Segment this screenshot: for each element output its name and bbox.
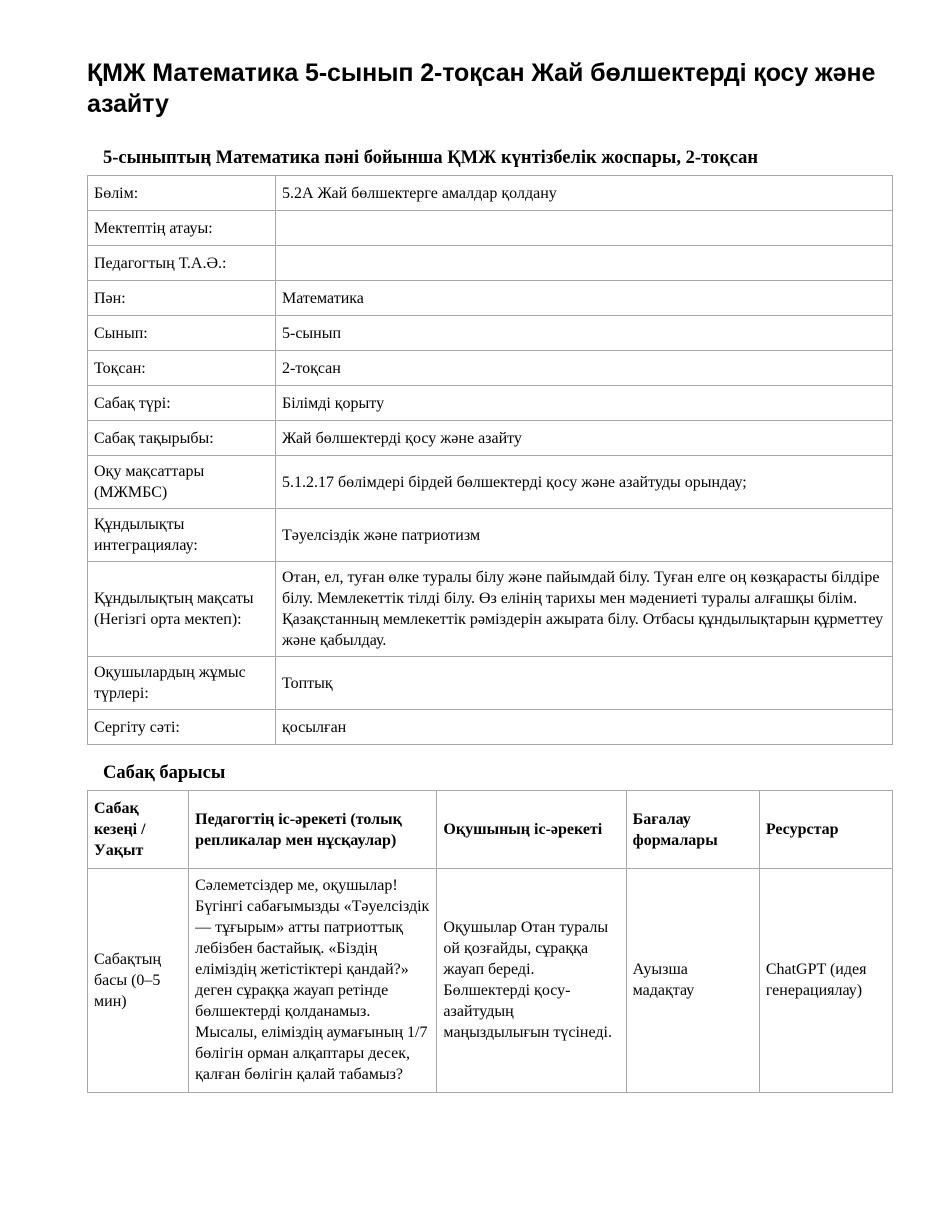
table-cell: Сабақтың басы (0–5 мин)	[88, 869, 189, 1093]
column-header: Сабақ кезеңі / Уақыт	[88, 791, 189, 869]
column-header: Ресурстар	[759, 791, 892, 869]
column-header: Педагогтің іс-әрекеті (толық репликалар мен нұсқаулар)	[189, 791, 437, 869]
info-value: Отан, ел, туған өлке туралы білу және пайымдай білу. Туған елге оң көзқарасты білдіре білу. Мемлекеттік тілді білу. Өз елінің тарихы мен мәдениеті туралы алғашқы білім. Қазақстанның мемлекеттік рәміздерін ажырата білу. Отбасы құндылықтарын құрметтеу және қабылдау.	[276, 562, 893, 657]
info-row	[88, 211, 893, 246]
info-value: Білімді қорыту	[276, 386, 893, 421]
info-row	[88, 351, 893, 386]
info-label: Тоқсан:	[88, 351, 276, 386]
info-value: Жай бөлшектерді қосу және азайту	[276, 421, 893, 456]
info-label: Құндылықтың мақсаты (Негізгі орта мектеп):	[88, 562, 276, 657]
column-header: Оқушының іс-әрекеті	[437, 791, 626, 869]
info-value: 5-сынып	[276, 316, 893, 351]
info-label: Оқу мақсаттары (МЖМБС)	[88, 456, 276, 509]
info-value: Математика	[276, 281, 893, 316]
info-label: Сынып:	[88, 316, 276, 351]
info-row	[88, 176, 893, 211]
info-value	[276, 211, 893, 246]
table-header-row	[88, 791, 893, 869]
info-row	[88, 421, 893, 456]
table-cell: Ауызша мадақтау	[626, 869, 759, 1093]
info-label: Сабақ түрі:	[88, 386, 276, 421]
info-label: Оқушылардың жұмыс түрлері:	[88, 657, 276, 710]
column-header: Бағалау формалары	[626, 791, 759, 869]
plan-heading: 5-сыныптың Математика пәні бойынша ҚМЖ күнтізбелік жоспары, 2-тоқсан	[103, 148, 759, 168]
info-label: Пән:	[88, 281, 276, 316]
info-label: Құндылықты интеграциялау:	[88, 509, 276, 562]
table-cell: ChatGPT (идея генерациялау)	[759, 869, 892, 1093]
lesson-info-table	[87, 175, 893, 745]
info-row	[88, 316, 893, 351]
document-page	[87, 58, 893, 1093]
info-row	[88, 509, 893, 562]
info-row	[88, 562, 893, 657]
info-value: 5.1.2.17 бөлімдері бірдей бөлшектерді қосу және азайтуды орындау;	[276, 456, 893, 509]
info-label: Мектептің атауы:	[88, 211, 276, 246]
info-row	[88, 657, 893, 710]
info-label: Педагогтың Т.А.Ә.:	[88, 246, 276, 281]
lesson-progress-table	[87, 790, 893, 1093]
info-value: Тәуелсіздік және патриотизм	[276, 509, 893, 562]
info-row	[88, 281, 893, 316]
table-cell: Сәлеметсіздер ме, оқушылар! Бүгінгі сабағымызды «Тәуелсіздік — тұғырым» атты патриоттық лебізбен бастайық. «Біздің еліміздің жетістіктері қандай?» деген сұраққа жауап ретінде бөлшектерді қолданамыз. Мысалы, еліміздің аумағының 1/7 бөлігін орман алқаптары десек, қалған бөлігін қалай табамыз?	[189, 869, 437, 1093]
info-value	[276, 246, 893, 281]
info-value: 5.2А Жай бөлшектерге амалдар қолдану	[276, 176, 893, 211]
info-value: 2-тоқсан	[276, 351, 893, 386]
info-label: Бөлім:	[88, 176, 276, 211]
info-value: Топтық	[276, 657, 893, 710]
info-row	[88, 456, 893, 509]
info-label: Сергіту сәті:	[88, 710, 276, 745]
info-row	[88, 710, 893, 745]
info-label: Сабақ тақырыбы:	[88, 421, 276, 456]
table-cell: Оқушылар Отан туралы ой қозғайды, сұраққа жауап береді. Бөлшектерді қосу-азайтудың маңыздылығын түсінеді.	[437, 869, 626, 1093]
document-title: ҚМЖ Математика 5-сынып 2-тоқсан Жай бөлшектерді қосу және азайту	[87, 59, 876, 118]
info-row	[88, 246, 893, 281]
table-row	[88, 869, 893, 1093]
lesson-progress-heading: Сабақ барысы	[103, 763, 226, 783]
info-value: қосылған	[276, 710, 893, 745]
info-row	[88, 386, 893, 421]
